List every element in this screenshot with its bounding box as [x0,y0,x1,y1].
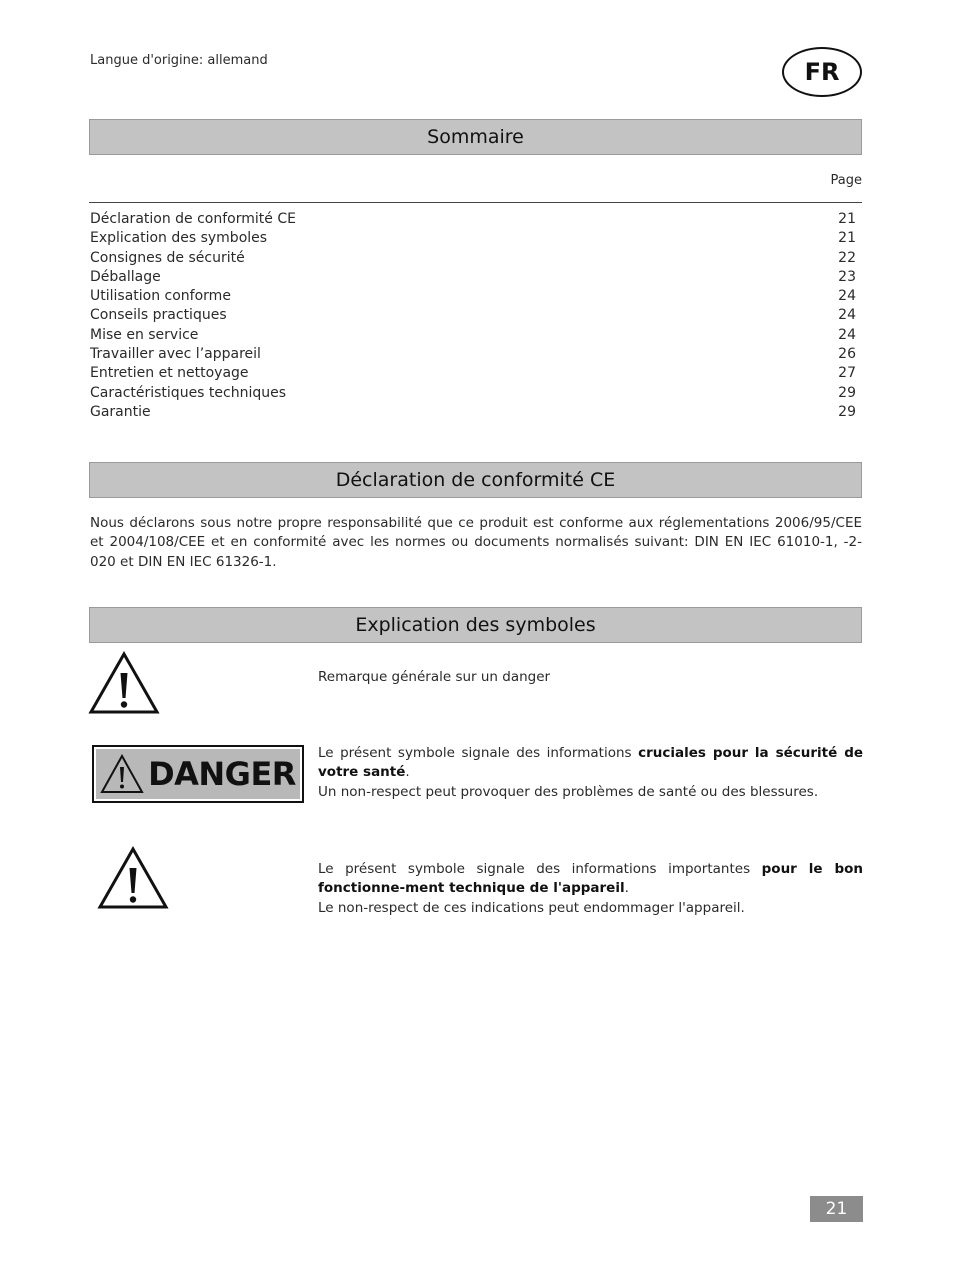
toc-title: Sommaire [89,119,862,155]
toc-entry-label: Utilisation conforme [90,288,231,305]
toc-entry-label: Caractéristiques techniques [90,384,287,401]
toc-divider [89,202,862,203]
toc-entry-label: Entretien et nettoyage [90,365,249,382]
toc-entry-page: 22 [838,249,856,266]
toc-entry[interactable] [90,403,856,422]
toc-entry[interactable] [90,210,856,229]
toc-entry[interactable] [90,287,856,306]
toc-entry[interactable] [90,384,856,403]
caution-text-post: . [624,880,629,897]
toc-entry-page: 23 [838,268,856,285]
warning-triangle-icon [88,651,160,715]
origin-language-note: Langue d'origine: allemand [90,53,268,68]
toc-entry[interactable] [90,249,856,268]
toc-entry[interactable] [90,345,856,364]
toc-list [90,210,856,422]
danger-triangle-icon [100,754,144,794]
danger-text-bold: cruciales pour la sécurité de votre santé [318,745,864,781]
danger-text-line2: Un non-respect peut provoquer des problèmes de santé ou des blessures. [318,783,819,800]
toc-entry-page: 21 [838,230,856,247]
toc-entry-label: Déclaration de conformité CE [90,211,296,227]
toc-entry-label: Conseils practiques [90,307,227,324]
toc-entry-label: Garantie [90,403,151,420]
toc-entry-page: 24 [838,307,856,324]
toc-entry[interactable] [90,268,856,287]
danger-text-pre: Le présent symbole signale des informations [318,745,639,761]
toc-entry-label: Travailler avec l’appareil [90,346,261,363]
toc-entry[interactable] [90,364,856,383]
caution-text-bold: pour le bon fonctionne-ment technique de l'appareil [318,861,863,897]
toc-entry-label: Explication des symboles [90,230,268,247]
toc-entry-page: 24 [838,288,856,305]
caution-text-line2: Le non-respect de ces indications peut endommager l'appareil. [318,899,745,916]
toc-page-header: Page [830,173,862,188]
general-warning-text: Remarque générale sur un danger [318,669,551,685]
caution-description [318,860,863,918]
toc-entry-page: 27 [838,365,856,382]
toc-entry-label: Déballage [90,268,161,285]
declaration-title: Déclaration de conformité CE [89,462,862,498]
toc-entry[interactable] [90,326,856,345]
page-number: 21 [810,1196,863,1222]
toc-entry-page: 29 [838,403,856,420]
caution-text-pre: Le présent symbole signale des informations importantes [318,861,762,877]
toc-entry-page: 29 [838,384,856,401]
toc-entry-page: 21 [838,211,856,227]
toc-entry-label: Mise en service [90,326,199,343]
toc-entry-page: 26 [838,346,856,363]
toc-entry-page: 24 [838,326,856,343]
language-badge: FR [782,47,862,97]
toc-entry[interactable] [90,229,856,248]
danger-label-text: DANGER [148,755,296,793]
declaration-text: Nous déclarons sous notre propre responsabilité que ce produit est conforme aux réglementations 2006/95/CEE et 2004/108/CEE et en conformité avec les normes ou documents normalisés suivant: DIN EN IEC 61010-1, -2-020 et DIN EN IEC 61326-1. [90,515,862,570]
danger-text-post: . [405,764,410,781]
toc-entry[interactable] [90,306,856,325]
toc-entry-label: Consignes de sécurité [90,249,245,266]
symbols-title: Explication des symboles [89,607,862,643]
danger-label-icon [92,745,304,803]
danger-description [318,744,863,802]
warning-triangle-icon [97,846,169,910]
